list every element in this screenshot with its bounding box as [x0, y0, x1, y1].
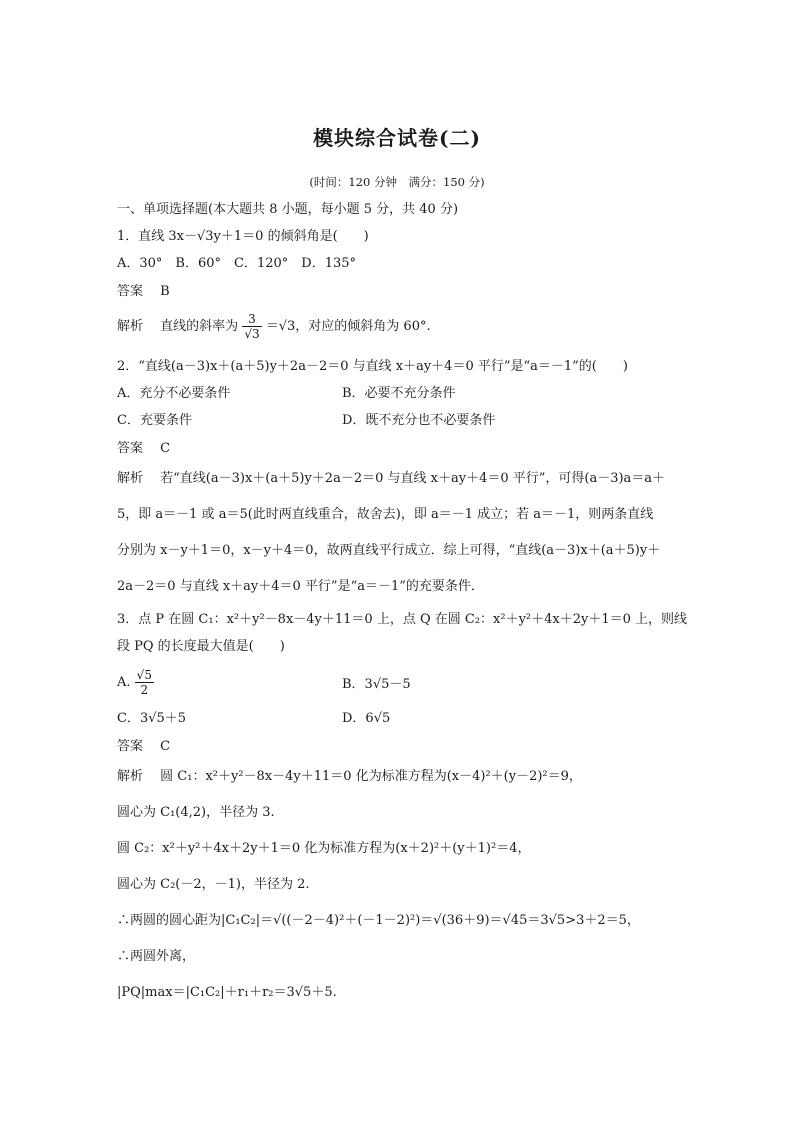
q3-analysis-line-7: |PQ|max＝|C₁C₂|＋r₁＋r₂＝3√5＋5. [117, 985, 337, 1000]
q3-option-c: C．3√5＋5 [117, 711, 187, 726]
fraction-numerator: 3 [242, 312, 261, 327]
q3-analysis-line-5: ∴两圆的圆心距为|C₁C₂|＝√((－2－4)²＋(－1－2)²)＝√(36＋9)＝√45＝3√5>3＋2＝5， [117, 913, 640, 928]
q1-stem: 1．直线 3x－√3y＋1＝0 的倾斜角是( ) [117, 229, 369, 244]
answer-label: 答案 [117, 739, 144, 754]
analysis-text: 圆 C₁：x²＋y²－8x－4y＋11＝0 化为标准方程为(x－4)²＋(y－2)²＝9， [160, 769, 582, 784]
q3-analysis-line-4: 圆心为 C₂(－2，－1)，半径为 2. [117, 877, 310, 892]
q3-answer [117, 738, 170, 756]
q3-stem-line-1: 3．点 P 在圆 C₁：x²＋y²－8x－4y＋11＝0 上，点 Q 在圆 C₂：x²＋y²＋4x＋2y＋1＝0 上，则线 [117, 612, 688, 627]
q1-answer [117, 283, 170, 301]
analysis-text: ＝√3，对应的倾斜角为 60°. [265, 319, 431, 334]
q2-option-c: C．充要条件 [117, 413, 192, 428]
option-label: A. [117, 675, 131, 690]
analysis-label: 解析 [117, 319, 144, 334]
fraction-denominator: 2 [140, 683, 149, 697]
q1-options: A．30° B．60° C．120° D．135° [117, 256, 357, 271]
section-heading: 一、单项选择题(本大题共 8 小题，每小题 5 分，共 40 分) [117, 202, 459, 217]
q2-analysis-line-2: 5，即 a＝－1 或 a＝5(此时两直线重合，故舍去)，即 a＝－1 成立；若 a＝－1，则两条直线 [117, 507, 654, 522]
fraction [242, 312, 261, 341]
q3-option-b: B．3√5－5 [342, 677, 411, 692]
q3-option-a [117, 668, 154, 697]
answer-value: B [160, 284, 170, 299]
answer-label: 答案 [117, 441, 144, 456]
q2-analysis-line-4: 2a－2＝0 与直线 x＋ay＋4＝0 平行”是“a＝－1”的充要条件． [117, 579, 484, 594]
fraction-numerator: √5 [136, 668, 152, 682]
q3-stem-line-2: 段 PQ 的长度最大值是( ) [117, 639, 285, 654]
answer-value: C [160, 739, 171, 754]
q2-stem: 2．“直线(a－3)x＋(a＋5)y＋2a－2＝0 与直线 x＋ay＋4＝0 平行”是“a＝－1”的( ) [117, 359, 628, 374]
fraction-denominator: √3 [244, 327, 260, 341]
q2-option-d: D．既不充分也不必要条件 [342, 413, 496, 428]
analysis-text: 直线的斜率为 [160, 319, 239, 334]
answer-value: C [160, 441, 171, 456]
q2-option-b: B．必要不充分条件 [342, 386, 456, 401]
q3-analysis-line-1 [117, 768, 582, 786]
q2-option-a: A．充分不必要条件 [117, 386, 231, 401]
paper-subtitle: (时间：120 分钟 满分：150 分) [309, 175, 485, 189]
analysis-label: 解析 [117, 471, 144, 486]
q3-analysis-line-3: 圆 C₂：x²＋y²＋4x＋2y＋1＝0 化为标准方程为(x＋2)²＋(y＋1)²＝4， [117, 841, 531, 856]
q1-analysis [117, 312, 431, 341]
q2-answer [117, 440, 170, 458]
analysis-text: 若“直线(a－3)x＋(a＋5)y＋2a－2＝0 与直线 x＋ay＋4＝0 平行”，可得(a－3)a＝a＋ [160, 471, 666, 486]
fraction [135, 668, 154, 697]
paper-title: 模块综合试卷(二) [313, 126, 481, 150]
q2-analysis-line-3: 分别为 x－y＋1＝0，x－y＋4＝0，故两直线平行成立．综上可得，“直线(a－3)x＋(a＋5)y＋ [117, 543, 661, 558]
q3-analysis-line-6: ∴两圆外离， [117, 949, 196, 964]
q2-analysis-line-1 [117, 470, 665, 488]
analysis-label: 解析 [117, 769, 144, 784]
answer-label: 答案 [117, 284, 144, 299]
q3-analysis-line-2: 圆心为 C₁(4,2)，半径为 3. [117, 805, 275, 820]
q3-option-d: D．6√5 [342, 711, 391, 726]
